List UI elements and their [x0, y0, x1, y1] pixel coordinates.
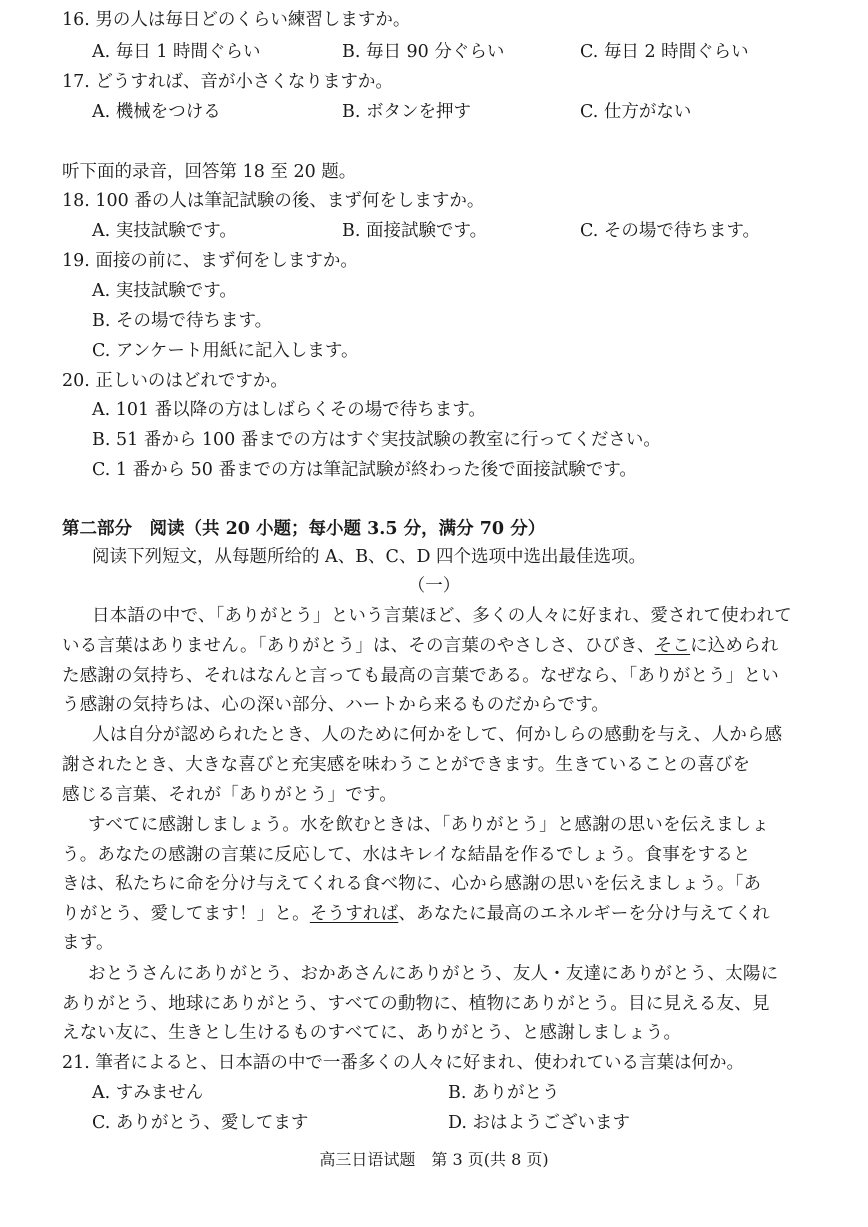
question-19-option-c: C. アンケート用紙に記入します。 [92, 341, 359, 361]
passage-p1-line3: た感謝の気持ち、それはなんと言っても最高の言葉である。なぜなら、「ありがとう」とい [62, 666, 779, 686]
question-21-option-b: B. ありがとう [448, 1083, 560, 1103]
question-18-stem: 18. 100 番の人は筆記試験の後、まず何をしますか。 [62, 191, 485, 211]
passage-p3-line4 [62, 902, 808, 926]
question-19-stem: 19. 面接の前に、まず何をしますか。 [62, 251, 358, 271]
passage-p1-line2-text-a: いる言葉はありません。「ありがとう」は、その言葉のやさしさ、ひびき、 [62, 636, 655, 656]
question-20-option-c: C. 1 番から 50 番までの方は筆記試験が終わった後で面接試験です。 [92, 460, 637, 480]
passage-p2-line3: 感じる言葉、それが「ありがとう」です。 [62, 785, 397, 805]
passage-p4-line1: おとうさんにありがとう、おかあさんにありがとう、友人・友達にありがとう、太陽に [88, 964, 779, 984]
passage-p3-line1: すべてに感謝しましょう。水を飲むときは、「ありがとう」と感謝の思いを伝えましょ [88, 815, 770, 835]
question-21-option-c: C. ありがとう、愛してます [92, 1113, 309, 1133]
passage-p4-line2: ありがとう、地球にありがとう、すべての動物に、植物にありがとう。目に見える友、見 [62, 994, 770, 1014]
question-17-option-a: A. 機械をつける [92, 102, 221, 122]
question-16-stem: 16. 男の人は毎日どのくらい練習しますか。 [62, 10, 411, 30]
passage-p2-line1: 人は自分が認められたとき、人のために何かをして、何かしらの感動を与え、人から感 [92, 725, 783, 745]
question-17-option-c: C. 仕方がない [580, 102, 692, 122]
question-21-option-d: D. おはようございます [448, 1113, 631, 1133]
question-19-option-b: B. その場で待ちます。 [92, 311, 273, 331]
question-17-stem: 17. どうすれば、音が小さくなりますか。 [62, 72, 393, 92]
question-20-stem: 20. 正しいのはどれですか。 [62, 371, 288, 391]
passage-p1-line2 [62, 634, 808, 658]
reading-section-title: 第二部分 阅读（共 20 小题；每小题 3.5 分，满分 70 分） [62, 519, 546, 539]
question-18-option-a: A. 実技試験です。 [92, 221, 237, 241]
passage-p1-line4: う感謝の気持ちは、心の深い部分、ハートから来るものだからです。 [62, 695, 610, 715]
listening-instruction: 听下面的录音，回答第 18 至 20 题。 [62, 162, 357, 182]
passage-p3-line2: う。あなたの感謝の言葉に反応して、水はキレイな結晶を作るでしょう。食事をすると [62, 845, 751, 865]
question-17-option-b: B. ボタンを押す [342, 102, 471, 122]
passage-p3-line3: きは、私たちに命を分け与えてくれる食べ物に、心から感謝の思いを伝えましょう。「あ [62, 874, 762, 894]
passage-number: （一） [407, 576, 461, 596]
passage-p3-line4-text-a: りがとう、愛してます！」と。 [62, 904, 310, 924]
question-20-option-b: B. 51 番から 100 番までの方はすぐ実技試験の教室に行ってください。 [92, 430, 661, 450]
question-18-option-b: B. 面接試験です。 [342, 221, 488, 241]
passage-p3-line4-text-b: 、あなたに最高のエネルギーを分け与えてくれ [398, 904, 771, 924]
question-19-option-a: A. 実技試験です。 [92, 281, 237, 301]
passage-p4-line3: えない友に、生きとし生けるものすべてに、ありがとう、と感謝しましょう。 [62, 1023, 682, 1043]
question-21-option-a: A. すみません [92, 1083, 204, 1103]
page-footer: 高三日语试题 第 3 页(共 8 页) [319, 1150, 549, 1169]
question-16-option-b: B. 毎日 90 分ぐらい [342, 42, 505, 62]
passage-p2-line2: 謝されたとき、大きな喜びと充実感を味わうことができます。生きていることの喜びを [62, 755, 751, 775]
reading-instruction: 阅读下列短文，从每题所给的 A、B、C、D 四个选项中选出最佳选项。 [92, 547, 647, 567]
question-16-option-a: A. 毎日 1 時間ぐらい [92, 42, 261, 62]
question-20-option-a: A. 101 番以降の方はしばらくその場で待ちます。 [92, 400, 486, 420]
passage-p3-line5: ます。 [62, 933, 114, 953]
underlined-word-soko: そこ [654, 636, 691, 656]
underlined-phrase-sousureba: そうすれば [309, 904, 399, 924]
passage-p1-line2-text-b: に込められ [690, 636, 779, 656]
passage-p1-line1: 日本語の中で、「ありがとう」という言葉ほど、多くの人々に好まれ、愛されて使われて [92, 606, 792, 626]
question-16-option-c: C. 毎日 2 時間ぐらい [580, 42, 749, 62]
question-21-stem: 21. 筆者によると、日本語の中で一番多くの人々に好まれ、使われている言葉は何か。 [62, 1053, 744, 1073]
question-18-option-c: C. その場で待ちます。 [580, 221, 760, 241]
